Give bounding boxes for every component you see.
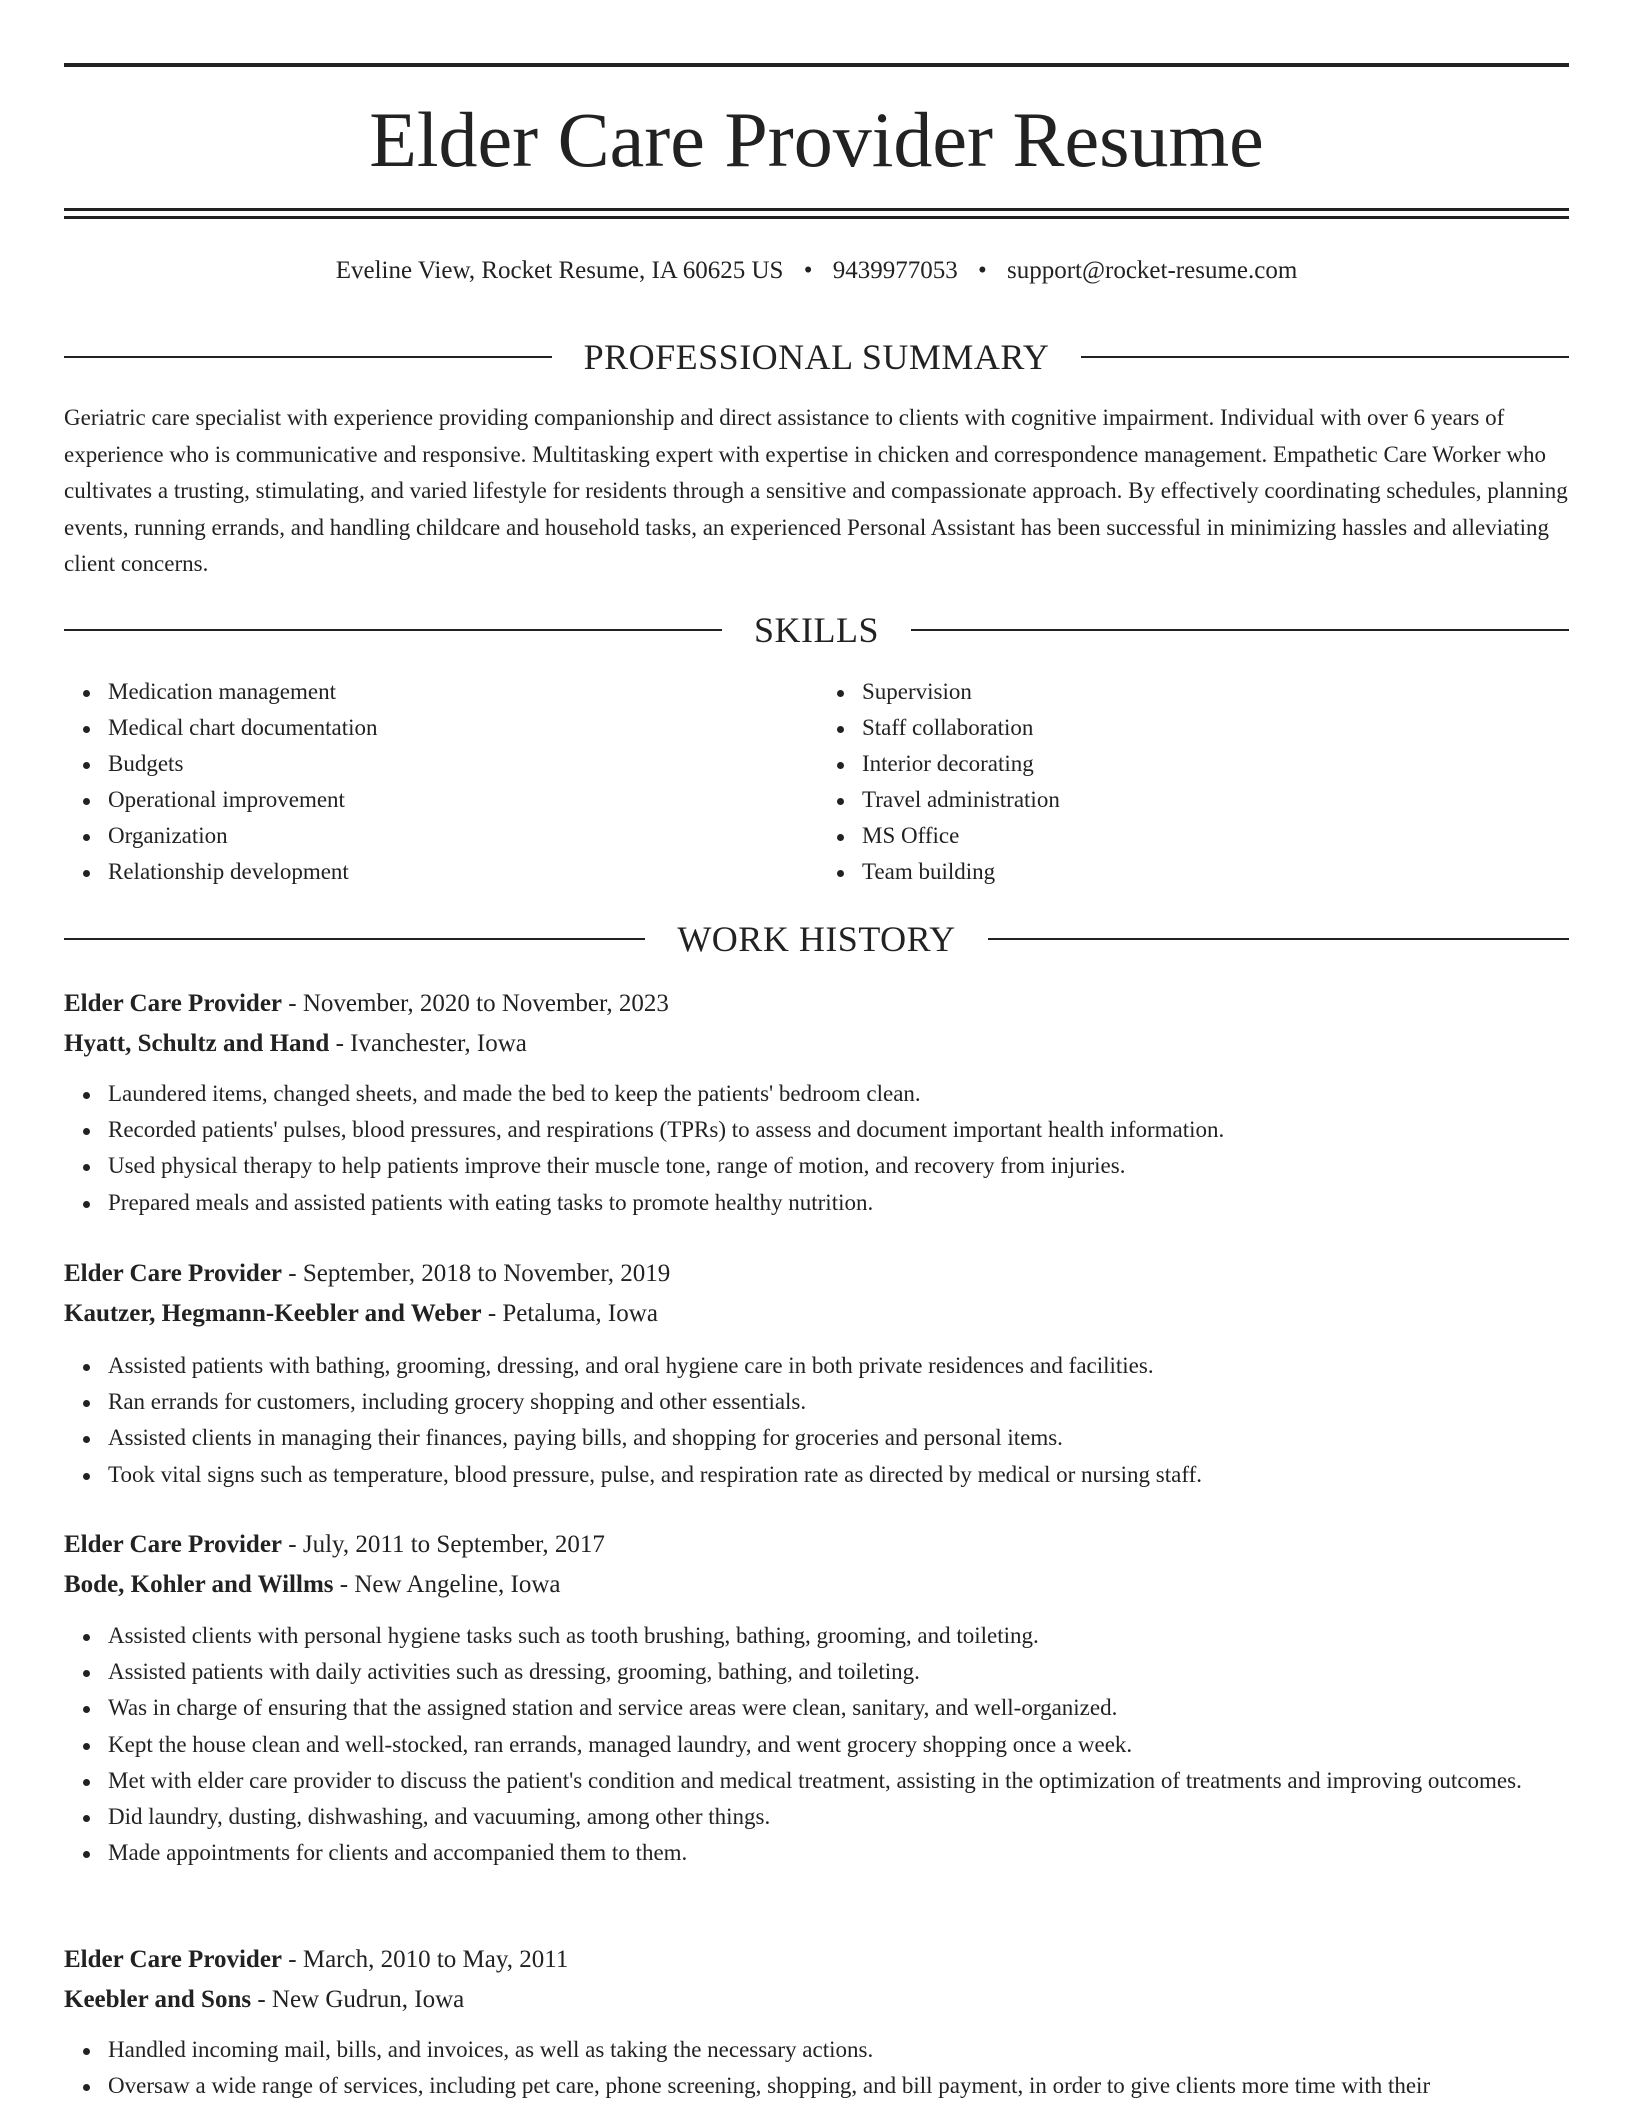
job-company-line (64, 1980, 1569, 2020)
job-entry (64, 1254, 1569, 1493)
skill-item: Budgets (108, 746, 806, 782)
job-bullet: Made appointments for clients and accompanied them to them. (108, 1835, 1569, 1871)
summary-section-header (64, 337, 1569, 377)
job-bullet: Used physical therapy to help patients improve their muscle tone, range of motion, and recovery from injuries. (108, 1148, 1569, 1184)
job-bullet: Assisted patients with daily activities such as dressing, grooming, bathing, and toileting. (108, 1654, 1569, 1690)
skills-section-header (64, 610, 1569, 650)
skills-heading: SKILLS (754, 610, 880, 650)
job-title-line (64, 984, 1569, 1024)
job-role: Elder Care Provider (64, 1946, 283, 1973)
job-bullet: Ran errands for customers, including grocery shopping and other essentials. (108, 1384, 1569, 1420)
job-location: - New Gudrun, Iowa (251, 1986, 465, 2013)
job-location: - Petaluma, Iowa (481, 1300, 658, 1327)
job-bullet: Kept the house clean and well-stocked, ran errands, managed laundry, and went grocery shopping once a week. (108, 1727, 1569, 1763)
job-role: Elder Care Provider (64, 990, 283, 1017)
skill-item: Supervision (862, 674, 1562, 710)
job-company: Keebler and Sons (64, 1986, 252, 2013)
contact-separator: • (977, 257, 987, 284)
contact-email: support@rocket-resume.com (1006, 257, 1298, 284)
skill-item: Medical chart documentation (108, 710, 806, 746)
job-bullet: Took vital signs such as temperature, blood pressure, pulse, and respiration rate as directed by medical or nursing staff. (108, 1457, 1569, 1493)
job-bullets (64, 1618, 1569, 1871)
summary-heading: PROFESSIONAL SUMMARY (583, 337, 1050, 377)
job-bullet: Oversaw a wide range of services, including pet care, phone screening, shopping, and bill payment, in order to give clients more time with their (108, 2068, 1569, 2104)
contact-phone: 9439977053 (832, 257, 958, 284)
job-bullet: Met with elder care provider to discuss the patient's condition and medical treatment, assisting in the optimization of treatments and improving outcomes. (108, 1763, 1569, 1799)
job-company-line (64, 1024, 1569, 1064)
job-bullet: Was in charge of ensuring that the assigned station and service areas were clean, sanitary, and well-organized. (108, 1690, 1569, 1726)
job-bullet: Laundered items, changed sheets, and made the bed to keep the patients' bedroom clean. (108, 1076, 1569, 1112)
section-rule-left (64, 356, 552, 358)
job-bullet: Did laundry, dusting, dishwashing, and vacuuming, among other things. (108, 1799, 1569, 1835)
skill-item: Travel administration (862, 782, 1562, 818)
job-title-line (64, 1254, 1569, 1294)
job-role: Elder Care Provider (64, 1531, 283, 1558)
skill-item: Relationship development (108, 854, 806, 890)
job-dates: - July, 2011 to September, 2017 (282, 1531, 605, 1558)
job-bullets (64, 1076, 1569, 1221)
job-company: Hyatt, Schultz and Hand (64, 1030, 330, 1057)
job-location: - New Angeline, Iowa (333, 1571, 561, 1598)
job-bullets (64, 1348, 1569, 1493)
skills-column-right (806, 674, 1562, 890)
job-dates: - November, 2020 to November, 2023 (282, 990, 669, 1017)
contact-line (64, 254, 1569, 288)
skill-item: Staff collaboration (862, 710, 1562, 746)
section-rule-left (64, 938, 645, 940)
skill-item: Interior decorating (862, 746, 1562, 782)
job-role: Elder Care Provider (64, 1260, 283, 1287)
job-bullet: Assisted patients with bathing, grooming, dressing, and oral hygiene care in both private residences and facilities. (108, 1348, 1569, 1384)
job-bullet: Handled incoming mail, bills, and invoices, as well as taking the necessary actions. (108, 2032, 1569, 2068)
skill-item: Team building (862, 854, 1562, 890)
skills-column-left (64, 674, 806, 890)
title-rule-upper (64, 208, 1569, 211)
skill-item: MS Office (862, 818, 1562, 854)
job-entry (64, 1525, 1569, 1871)
job-location: - Ivanchester, Iowa (329, 1030, 527, 1057)
skill-item: Operational improvement (108, 782, 806, 818)
title-rule-lower (64, 216, 1569, 219)
professional-summary-text: Geriatric care specialist with experience providing companionship and direct assistance to clients with cognitive impairment. Individual with over 6 years of experience who is communicative and responsive. Multitasking expert with expertise in chicken and correspondence management. Empathetic Care Worker who cultivates a trusting, stimulating, and varied lifestyle for residents through a sensitive and compassionate approach. By effectively coordinating schedules, planning events, running errands, and handling childcare and household tasks, an experienced Personal Assistant has been successful in minimizing hassles and alleviating client concerns. (64, 405, 1568, 576)
job-bullet: Prepared meals and assisted patients with eating tasks to promote healthy nutrition. (108, 1185, 1569, 1221)
job-bullet: Assisted clients in managing their finances, paying bills, and shopping for groceries and personal items. (108, 1420, 1569, 1456)
job-bullet: Recorded patients' pulses, blood pressures, and respirations (TPRs) to assess and document important health information. (108, 1112, 1569, 1148)
job-company: Bode, Kohler and Willms (64, 1571, 334, 1598)
section-rule-left (64, 629, 722, 631)
skill-item: Medication management (108, 674, 806, 710)
job-dates: - September, 2018 to November, 2019 (282, 1260, 671, 1287)
job-entry (64, 1940, 1569, 2104)
skills-list (64, 674, 1569, 890)
skill-item: Organization (108, 818, 806, 854)
job-bullet: Assisted clients with personal hygiene tasks such as tooth brushing, bathing, grooming, and toileting. (108, 1618, 1569, 1654)
job-dates: - March, 2010 to May, 2011 (282, 1946, 569, 1973)
top-rule (64, 63, 1569, 67)
resume-title: Elder Care Provider Resume (369, 96, 1264, 183)
work-history-heading: WORK HISTORY (677, 919, 956, 959)
work-history-section-header (64, 919, 1569, 959)
job-company: Kautzer, Hegmann-Keebler and Weber (64, 1300, 482, 1327)
job-company-line (64, 1565, 1569, 1605)
contact-address: Eveline View, Rocket Resume, IA 60625 US (335, 257, 784, 284)
contact-separator: • (803, 257, 813, 284)
section-rule-right (1081, 356, 1569, 358)
job-bullets (64, 2032, 1569, 2104)
job-company-line (64, 1294, 1569, 1334)
section-rule-right (911, 629, 1569, 631)
job-title-line (64, 1525, 1569, 1565)
job-entry (64, 984, 1569, 1221)
section-rule-right (988, 938, 1569, 940)
job-title-line (64, 1940, 1569, 1980)
